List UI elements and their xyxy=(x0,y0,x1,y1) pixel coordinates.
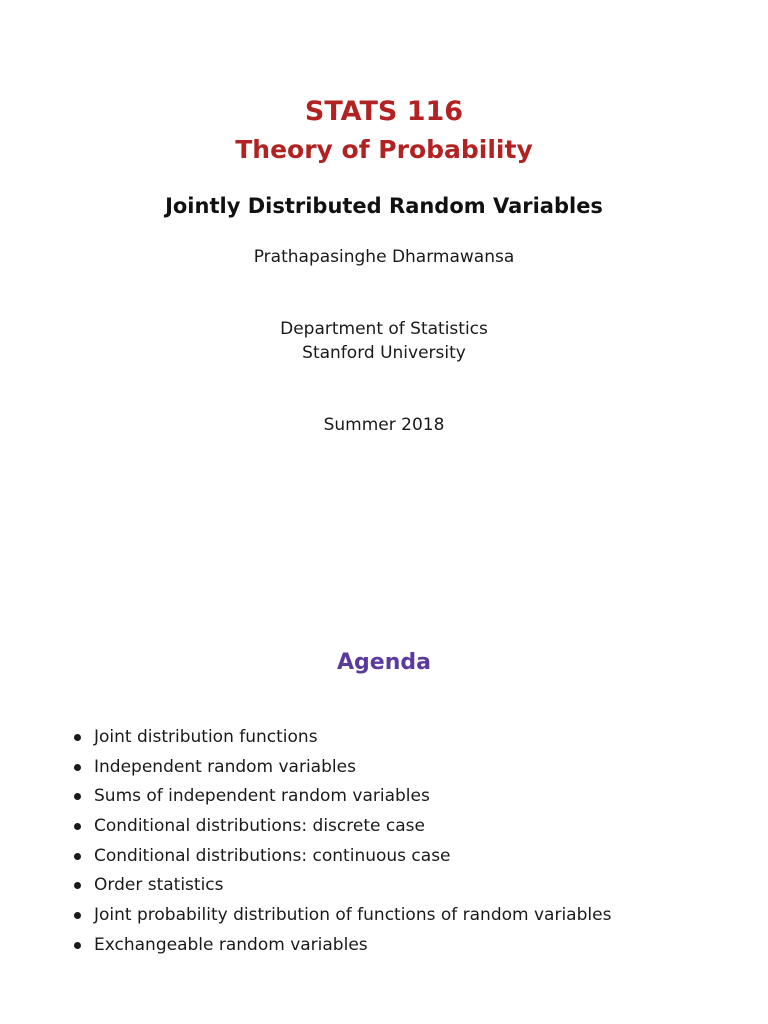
agenda-slide xyxy=(0,512,768,1024)
term: Summer 2018 xyxy=(323,415,445,435)
bullet-icon xyxy=(74,942,81,949)
agenda-item xyxy=(72,755,611,785)
agenda-item xyxy=(72,903,611,933)
agenda-item-label: Order statistics xyxy=(94,875,224,896)
agenda-heading: Agenda xyxy=(337,650,431,675)
agenda-item xyxy=(72,844,611,874)
bullet-icon xyxy=(74,823,81,830)
agenda-item-label: Conditional distributions: continuous case xyxy=(94,845,451,866)
agenda-item-label: Joint distribution functions xyxy=(94,727,318,747)
agenda-item xyxy=(72,814,611,844)
agenda-item xyxy=(72,784,611,814)
lecture-title: Jointly Distributed Random Variables xyxy=(165,194,603,218)
course-name: Theory of Probability xyxy=(235,135,533,164)
bullet-icon xyxy=(74,793,81,800)
agenda-item xyxy=(72,933,611,963)
author-name: Prathapasinghe Dharmawansa xyxy=(253,247,515,267)
agenda-item-label: Conditional distributions: discrete case xyxy=(94,816,425,837)
agenda-item-label: Sums of independent random variables xyxy=(94,786,430,807)
bullet-icon xyxy=(74,764,81,771)
agenda-item-label: Independent random variables xyxy=(94,756,356,777)
agenda-item xyxy=(72,725,611,755)
agenda-item-label: Joint probability distribution of functions of random variables xyxy=(94,905,612,926)
bullet-icon xyxy=(74,853,81,860)
bullet-icon xyxy=(74,734,81,741)
agenda-list xyxy=(72,725,611,963)
agenda-item xyxy=(72,873,611,903)
department: Department of Statistics xyxy=(280,319,488,339)
agenda-item-label: Exchangeable random variables xyxy=(94,934,368,955)
university: Stanford University xyxy=(302,343,466,363)
bullet-icon xyxy=(74,882,81,889)
bullet-icon xyxy=(74,912,81,919)
course-code: STATS 116 xyxy=(304,96,464,127)
